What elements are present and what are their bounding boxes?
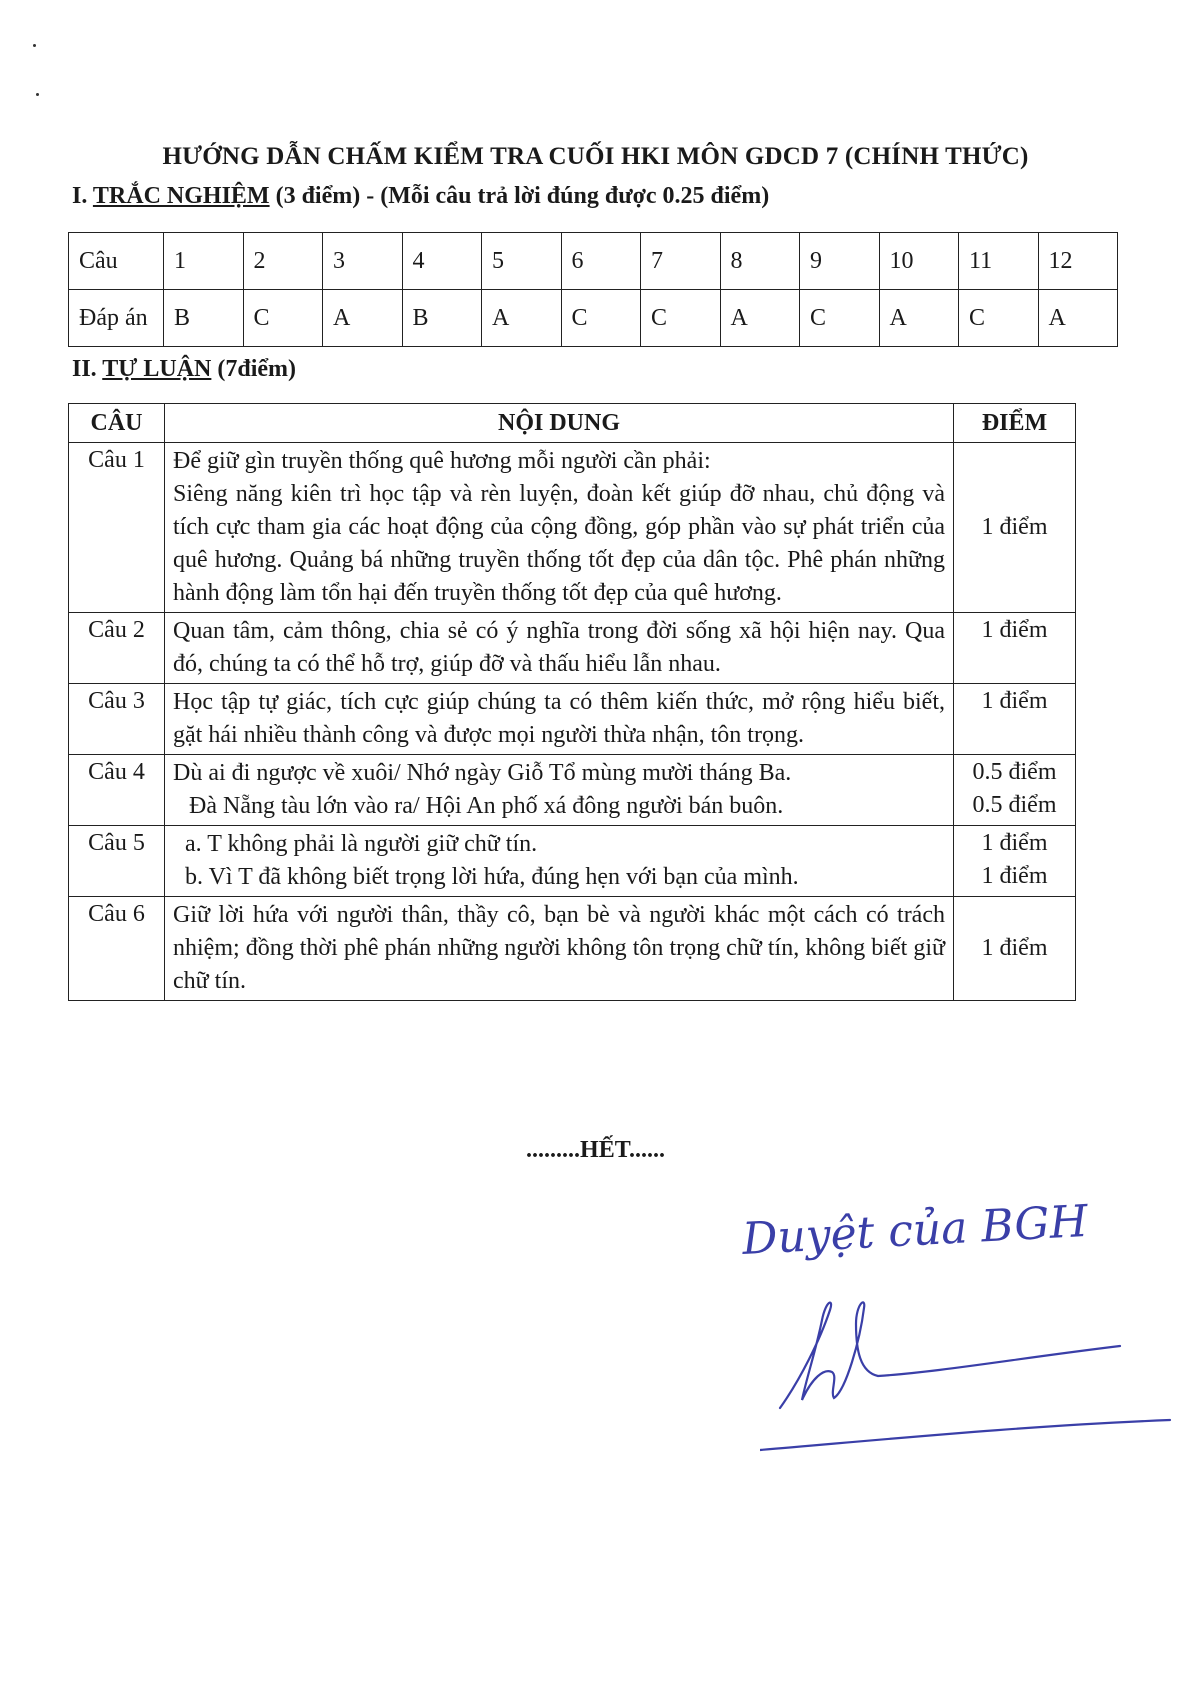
question-number: 8 (720, 233, 800, 290)
answer-cell: C (641, 290, 721, 347)
content-line: Dù ai đi ngược về xuôi/ Nhớ ngày Giỗ Tổ mùng mười tháng Ba. (173, 760, 792, 786)
answer-cell: B (164, 290, 244, 347)
approval-note: Duyệt của BGH (740, 1195, 1090, 1266)
section-1-heading (72, 183, 769, 210)
document-title: HƯỚNG DẪN CHẤM KIỂM TRA CUỐI HKI MÔN GDCD 7 (CHÍNH THỨC) (162, 143, 1029, 170)
question-label: Câu 6 (69, 897, 165, 1001)
section-2-heading (72, 356, 296, 383)
section-2-prefix: II. (72, 356, 103, 382)
question-label: Câu 2 (69, 613, 165, 684)
question-number: 9 (800, 233, 880, 290)
header-content: NỘI DUNG (165, 404, 954, 443)
answer-cell: A (720, 290, 800, 347)
answer-cell: A (1038, 290, 1118, 347)
question-number-row (69, 233, 1118, 290)
answer-cell: C (800, 290, 880, 347)
question-number: 12 (1038, 233, 1118, 290)
essay-header-row (69, 404, 1076, 443)
question-number: 2 (243, 233, 323, 290)
points-cell: 1 điểm (954, 684, 1076, 755)
essay-row-6 (69, 897, 1076, 1001)
points-value: 1 điểm (981, 863, 1048, 889)
answer-cell: C (243, 290, 323, 347)
section-1-prefix: I. (72, 183, 93, 209)
question-number: 10 (879, 233, 959, 290)
points-cell (954, 826, 1076, 897)
scan-speck (36, 93, 39, 96)
end-marker: .........HẾT...... (526, 1137, 665, 1163)
answer-cell: A (323, 290, 403, 347)
answer-cell: C (959, 290, 1039, 347)
answer-row (69, 290, 1118, 347)
question-number: 7 (641, 233, 721, 290)
section-2-title: TỰ LUẬN (102, 356, 212, 382)
section-2-note: (7điểm) (211, 356, 297, 382)
question-number: 1 (164, 233, 244, 290)
question-label: Câu 1 (69, 443, 165, 613)
essay-row-2 (69, 613, 1076, 684)
question-label: Câu 5 (69, 826, 165, 897)
answer-content (165, 755, 954, 826)
row-label: Đáp án (69, 290, 164, 347)
multiple-choice-answer-table (68, 232, 1118, 347)
section-1-note: (3 điểm) - (Mỗi câu trả lời đúng được 0.25 điểm) (269, 183, 770, 209)
answer-content: Học tập tự giác, tích cực giúp chúng ta có thêm kiến thức, mở rộng hiểu biết, gặt hái nhiều thành công và được mọi người thừa nhận, tôn trọng. (165, 684, 954, 755)
question-number: 6 (561, 233, 641, 290)
points-cell: 1 điểm (954, 443, 1076, 613)
answer-content (165, 826, 954, 897)
question-label: Câu 4 (69, 755, 165, 826)
essay-answer-table (68, 403, 1076, 1001)
question-number: 11 (959, 233, 1039, 290)
handwritten-signature (760, 1280, 1180, 1460)
essay-row-1 (69, 443, 1076, 613)
points-value: 0.5 điểm (972, 759, 1057, 785)
answer-cell: C (561, 290, 641, 347)
row-label: Câu (69, 233, 164, 290)
scan-speck (33, 44, 36, 47)
answer-content: Quan tâm, cảm thông, chia sẻ có ý nghĩa trong đời sống xã hội hiện nay. Qua đó, chúng ta có thể hỗ trợ, giúp đỡ và thấu hiểu lẫn nhau. (165, 613, 954, 684)
content-line: Siêng năng kiên trì học tập và rèn luyện, đoàn kết giúp đỡ nhau, chủ động và tích cực tham gia các hoạt động của cộng đồng, góp phần vào sự phát triển của quê hương. Quảng bá những truyền thống tốt đẹp của dân tộc. Phê phán những hành động làm tổn hại đến truyền thống tốt đẹp của quê hương. (173, 481, 945, 606)
question-number: 3 (323, 233, 403, 290)
header-question: CÂU (69, 404, 165, 443)
points-cell: 1 điểm (954, 613, 1076, 684)
points-value: 1 điểm (981, 830, 1048, 856)
points-cell: 1 điểm (954, 897, 1076, 1001)
points-cell (954, 755, 1076, 826)
header-points: ĐIỂM (954, 404, 1076, 443)
content-line: Để giữ gìn truyền thống quê hương mỗi người cần phải: (173, 448, 711, 474)
essay-row-5 (69, 826, 1076, 897)
essay-row-4 (69, 755, 1076, 826)
content-line: a. T không phải là người giữ chữ tín. (185, 831, 538, 857)
answer-cell: B (402, 290, 482, 347)
question-number: 5 (482, 233, 562, 290)
content-line: Đà Nẵng tàu lớn vào ra/ Hội An phố xá đông người bán buôn. (189, 793, 784, 819)
question-number: 4 (402, 233, 482, 290)
answer-cell: A (879, 290, 959, 347)
answer-cell: A (482, 290, 562, 347)
question-label: Câu 3 (69, 684, 165, 755)
answer-content (165, 443, 954, 613)
points-value: 0.5 điểm (972, 792, 1057, 818)
answer-content: Giữ lời hứa với người thân, thầy cô, bạn bè và người khác một cách có trách nhiệm; đồng thời phê phán những người không tôn trọng chữ tín, không biết giữ chữ tín. (165, 897, 954, 1001)
content-line: b. Vì T đã không biết trọng lời hứa, đúng hẹn với bạn của mình. (185, 864, 799, 890)
essay-row-3 (69, 684, 1076, 755)
section-1-title: TRẮC NGHIỆM (92, 183, 270, 209)
